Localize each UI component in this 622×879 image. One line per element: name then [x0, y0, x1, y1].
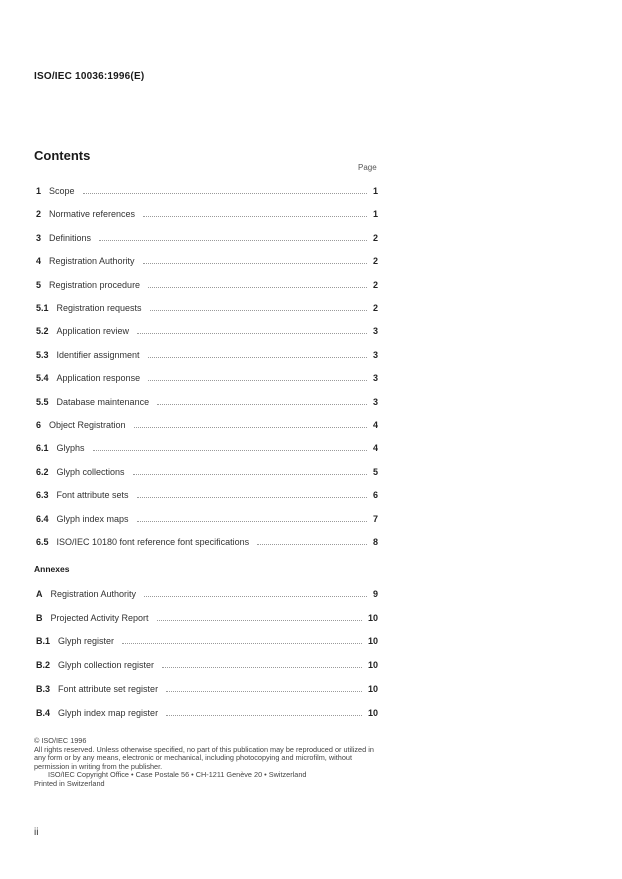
toc-entry — [36, 418, 378, 430]
toc-entry-number: 6.4 — [36, 513, 49, 524]
toc-entry-number: B.3 — [36, 683, 51, 694]
toc-entry-page: 3 — [372, 373, 378, 384]
toc-entry-page: 5 — [372, 466, 378, 477]
copyright-line: © ISO/IEC 1996 — [34, 736, 87, 745]
toc-entry-page: 4 — [372, 420, 378, 430]
toc-entry — [36, 301, 378, 313]
toc-entry-title: Object Registration — [49, 420, 126, 430]
toc-entry-page: 2 — [372, 279, 378, 290]
toc-entry — [36, 535, 378, 547]
toc-entry-number: 6.1 — [36, 443, 49, 454]
toc-entry-number: B — [36, 612, 43, 623]
toc-entry-number: B.2 — [36, 660, 51, 671]
toc-entry-page: 3 — [372, 349, 378, 360]
toc-entry — [36, 278, 378, 290]
dot-leader — [166, 690, 362, 692]
toc-entry — [36, 587, 378, 599]
toc-entry-title: Font attribute set register — [58, 683, 159, 694]
toc-entry-page: 1 — [372, 209, 378, 220]
toc-entry-number: 6.3 — [36, 490, 49, 501]
toc-entry-title: Normative references — [49, 209, 136, 220]
toc-entry-title: Definitions — [49, 232, 92, 243]
toc-entry-page: 2 — [372, 256, 378, 267]
toc-entry-title: Glyph index maps — [56, 513, 129, 524]
annexes-heading: Annexes — [34, 564, 70, 574]
toc-entry-page: 10 — [367, 683, 378, 694]
dot-leader — [162, 666, 362, 668]
toc-entry — [36, 254, 378, 266]
toc-entry — [36, 658, 378, 670]
toc-entry-title: Registration requests — [56, 303, 142, 313]
dot-leader — [157, 403, 367, 405]
dot-leader — [150, 309, 367, 311]
toc-entry-number: 5.1 — [36, 303, 49, 313]
toc-entry-number: 5.3 — [36, 349, 49, 360]
dot-leader — [144, 595, 367, 597]
toc-entry — [36, 324, 378, 336]
toc-entry-page: 10 — [367, 612, 378, 623]
dot-leader — [137, 520, 367, 522]
toc-entry-title: Registration procedure — [49, 279, 141, 290]
toc-entry-title: Glyph collection register — [58, 660, 155, 671]
toc-entry-number: B.4 — [36, 707, 51, 718]
dot-leader — [257, 543, 367, 545]
toc-entry-number: B.1 — [36, 636, 51, 647]
dot-leader — [83, 192, 367, 194]
dot-leader — [137, 332, 367, 334]
toc-entry-page: 8 — [372, 537, 378, 547]
toc-entry — [36, 441, 378, 453]
dot-leader — [157, 619, 362, 621]
toc-entry-page: 10 — [367, 660, 378, 671]
toc-entry-title: Application review — [56, 326, 130, 337]
toc-entry-title: Database maintenance — [56, 396, 150, 407]
toc-entry-title: Glyph index map register — [58, 707, 159, 718]
toc-entry — [36, 231, 378, 243]
dot-leader — [148, 379, 367, 381]
toc-entry — [36, 512, 378, 524]
toc-entry — [36, 395, 378, 407]
copyright-notice — [34, 737, 384, 789]
toc-entry-number: 6 — [36, 420, 42, 430]
toc-entry-number: 3 — [36, 232, 42, 243]
toc-entry-title: Registration Authority — [49, 256, 135, 267]
toc-entry-number: A — [36, 589, 43, 599]
dot-leader — [166, 714, 362, 716]
printed-in: Printed in Switzerland — [34, 778, 105, 788]
toc-entry-page: 10 — [367, 707, 378, 718]
page-column-label: Page — [358, 163, 377, 172]
toc-entry — [36, 371, 378, 383]
toc-entry-page: 2 — [372, 303, 378, 313]
toc-entry-title: Scope — [49, 186, 75, 196]
toc-entry-number: 5 — [36, 279, 42, 290]
toc-entry-number: 5.2 — [36, 326, 49, 337]
copyright-office-address: ISO/IEC Copyright Office • Case Postale 56 • CH-1211 Genève 20 • Switzerland — [48, 770, 307, 780]
page-number: ii — [34, 827, 39, 838]
dot-leader — [143, 215, 367, 217]
toc-entry-number: 6.2 — [36, 466, 49, 477]
dot-leader — [148, 356, 367, 358]
toc-entry-title: Projected Activity Report — [50, 612, 149, 623]
toc-entry — [36, 184, 378, 196]
toc-entry-number: 2 — [36, 209, 42, 220]
dot-leader — [122, 642, 362, 644]
toc-entry-page: 7 — [372, 513, 378, 524]
toc-entry-page: 3 — [372, 396, 378, 407]
rights-statement: All rights reserved. Unless otherwise specified, no part of this publication may be reproduced or utilized in any form or by any means, electronic or mechanical, including photocopying and microfilm, without permission in writing from the publisher. — [34, 744, 374, 771]
toc-entry — [36, 465, 378, 477]
dot-leader — [134, 426, 367, 428]
toc-entry-page: 2 — [372, 232, 378, 243]
contents-title: Contents — [34, 148, 91, 163]
toc-entry — [36, 682, 378, 694]
toc-entry-number: 5.5 — [36, 396, 49, 407]
toc-entry-title: Glyph collections — [56, 466, 125, 477]
dot-leader — [133, 473, 367, 475]
toc-entry — [36, 348, 378, 360]
dot-leader — [148, 286, 367, 288]
dot-leader — [99, 239, 367, 241]
dot-leader — [137, 496, 367, 498]
toc-entry — [36, 706, 378, 718]
toc-entry-page: 4 — [372, 443, 378, 454]
toc-entry-title: Glyphs — [56, 443, 85, 454]
toc-entry-title: Glyph register — [58, 636, 115, 647]
toc-entry-number: 5.4 — [36, 373, 49, 384]
toc-entry-number: 6.5 — [36, 537, 49, 547]
toc-entry — [36, 488, 378, 500]
toc-entry-page: 6 — [372, 490, 378, 501]
toc-entry-page: 1 — [372, 186, 378, 196]
toc-entry-title: ISO/IEC 10180 font reference font specifications — [56, 537, 250, 547]
toc-entry-page: 10 — [367, 636, 378, 647]
toc-entry-title: Font attribute sets — [56, 490, 129, 501]
dot-leader — [143, 262, 367, 264]
toc-entry — [36, 611, 378, 623]
toc-entry-title: Identifier assignment — [56, 349, 140, 360]
dot-leader — [93, 449, 367, 451]
toc-entry-page: 3 — [372, 326, 378, 337]
toc-entry — [36, 207, 378, 219]
toc-entry-page: 9 — [372, 589, 378, 599]
toc-entry-title: Application response — [56, 373, 141, 384]
toc-entry-number: 1 — [36, 186, 42, 196]
document-id: ISO/IEC 10036:1996(E) — [34, 71, 145, 82]
toc-entry-title: Registration Authority — [50, 589, 137, 599]
toc-entry — [36, 634, 378, 646]
toc-entry-number: 4 — [36, 256, 42, 267]
